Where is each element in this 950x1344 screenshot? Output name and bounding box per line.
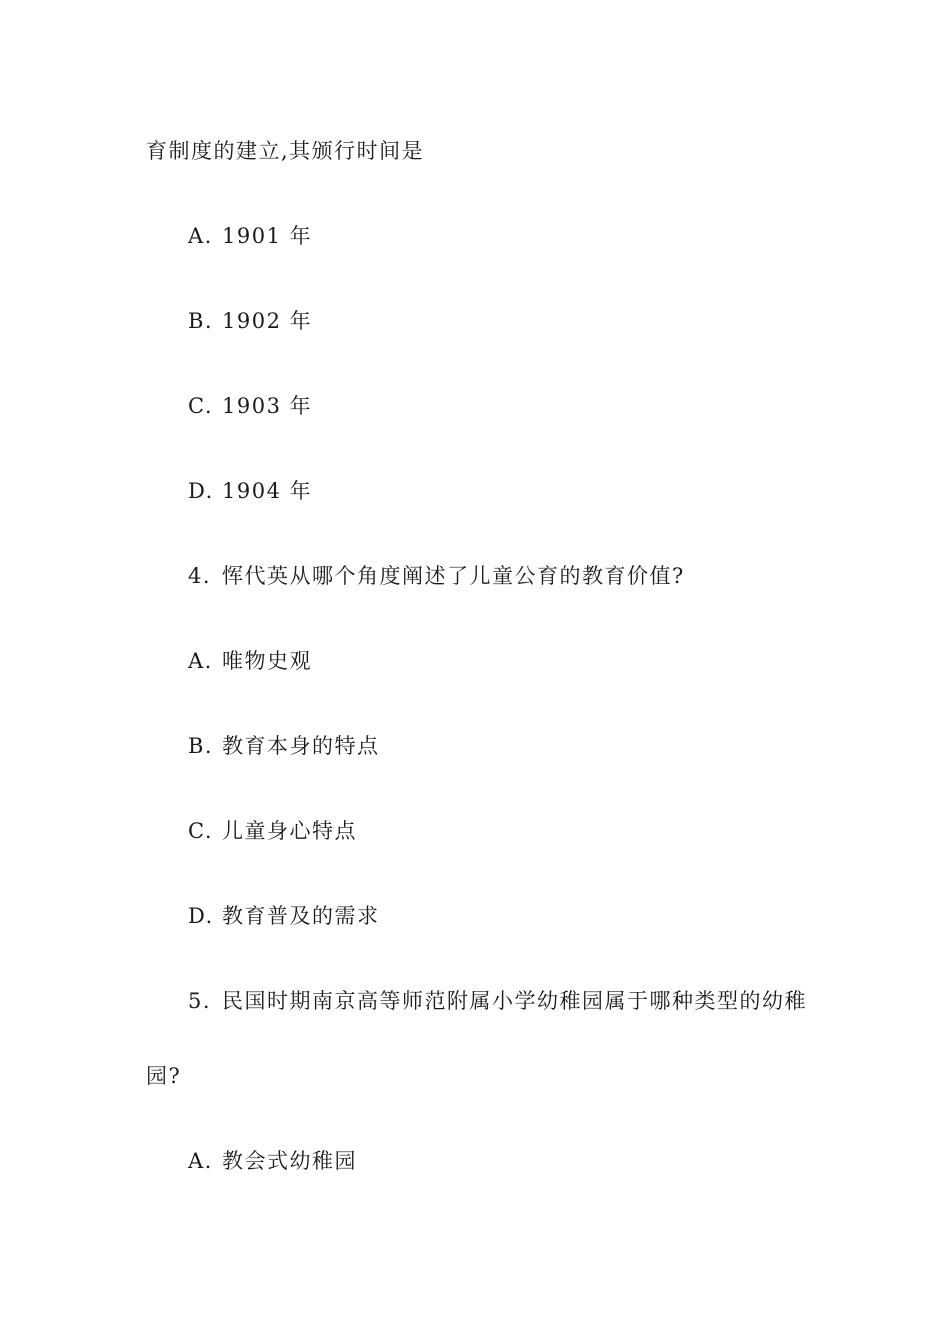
question5-stem <box>188 987 807 1015</box>
option-label: B. <box>188 309 214 333</box>
option-text: 教会式幼稚园 <box>222 1149 357 1173</box>
option-text: 儿童身心特点 <box>222 819 357 843</box>
option-label: D. <box>188 479 214 503</box>
question4-option-c <box>188 817 357 845</box>
option-label: B. <box>188 734 214 758</box>
option-text: 1902 年 <box>222 309 313 333</box>
question-text: 民国时期南京高等师范附属小学幼稚园属于哪种类型的幼稚 <box>222 989 807 1013</box>
option-text: 教育普及的需求 <box>222 904 380 928</box>
question3-option-a <box>188 222 312 250</box>
question4-option-b <box>188 732 380 760</box>
question3-option-d <box>188 477 312 505</box>
question-number: 4. <box>188 564 212 588</box>
option-label: A. <box>188 649 213 673</box>
option-label: C. <box>188 819 213 843</box>
question4-stem <box>188 562 685 590</box>
option-text: 唯物史观 <box>222 649 312 673</box>
question5-stem-continuation: 园? <box>146 1064 182 1088</box>
option-text: 教育本身的特点 <box>222 734 380 758</box>
option-label: D. <box>188 904 214 928</box>
question3-continuation: 育制度的建立,其颁行时间是 <box>146 139 425 163</box>
option-label: C. <box>188 394 213 418</box>
question4-option-d <box>188 902 380 930</box>
question3-option-b <box>188 307 312 335</box>
question3-option-c <box>188 392 312 420</box>
option-text: 1903 年 <box>222 394 313 418</box>
question-number: 5. <box>188 989 212 1013</box>
question-text: 恽代英从哪个角度阐述了儿童公育的教育价值? <box>222 564 685 588</box>
question4-option-a <box>188 647 312 675</box>
option-text: 1904 年 <box>222 479 313 503</box>
question5-option-a <box>188 1147 357 1175</box>
option-label: A. <box>188 1149 213 1173</box>
option-text: 1901 年 <box>222 224 313 248</box>
option-label: A. <box>188 224 213 248</box>
